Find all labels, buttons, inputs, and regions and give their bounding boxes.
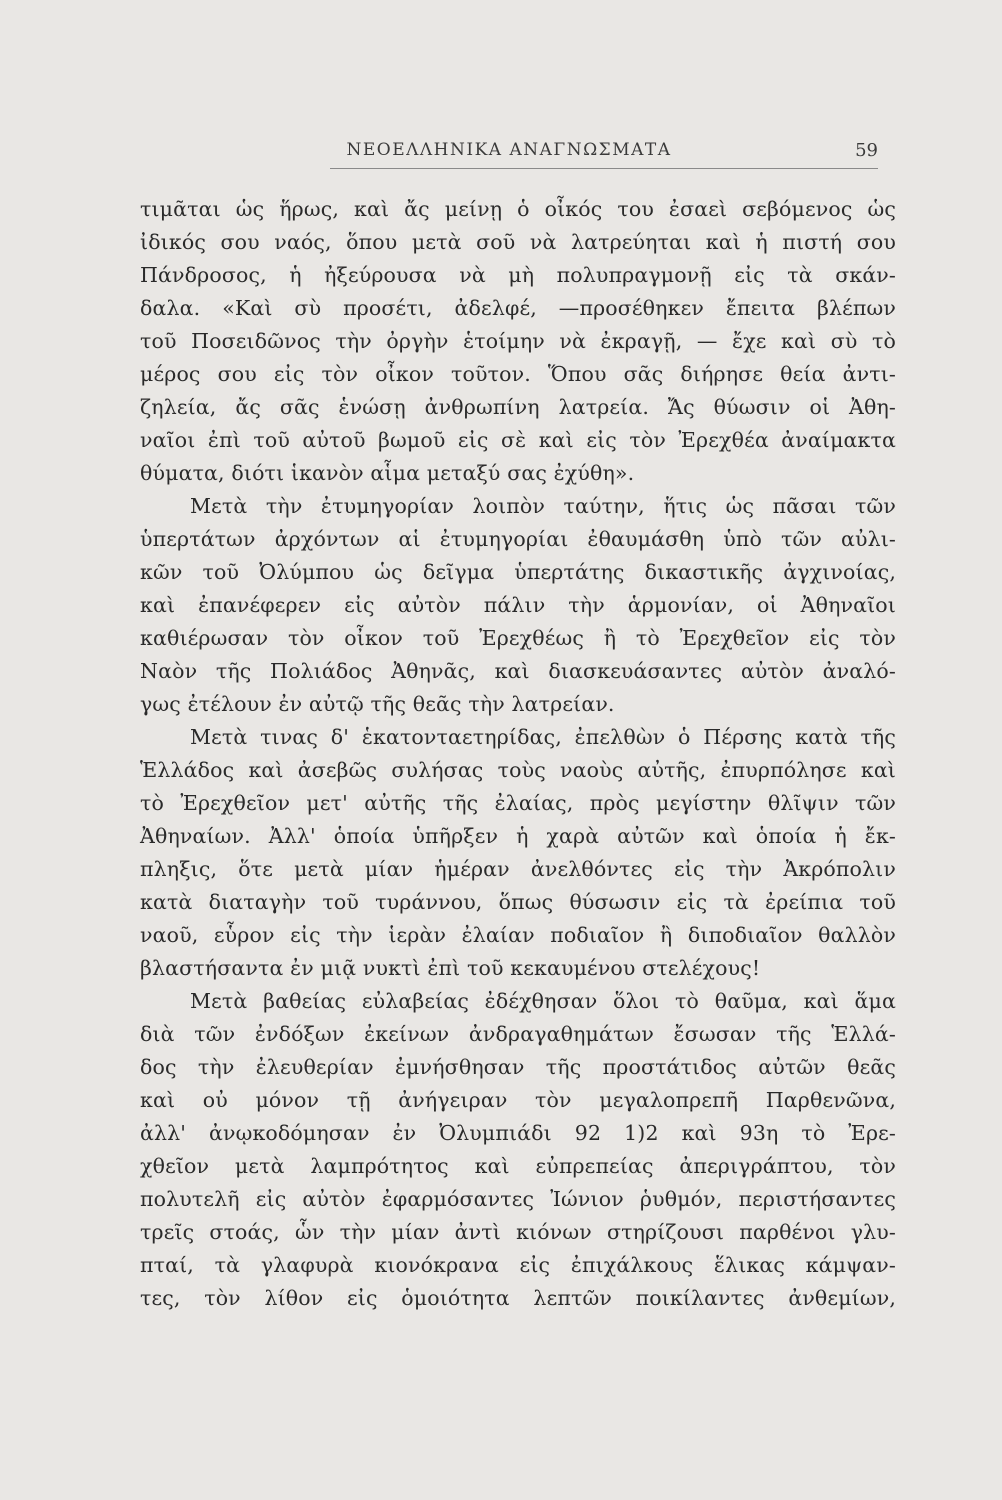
text-line: Πάνδροσος, ἡ ἠξεύρουσα νὰ μὴ πολυπραγμονῇ εἰς τὰ σκάν-	[140, 263, 896, 287]
text-line: τοῦ Ποσειδῶνος τὴν ὀργὴν ἑτοίμην νὰ ἐκραγῇ, — ἔχε καὶ σὺ τὸ	[140, 329, 896, 353]
running-header	[140, 140, 878, 166]
text-line: καὶ ἐπανέφερεν εἰς αὐτὸν πάλιν τὴν ἁρμονίαν, οἱ Ἀθηναῖοι	[140, 593, 896, 617]
text-line: τες, τὸν λίθον εἰς ὁμοιότητα λεπτῶν ποικίλαντες ἀνθεμίων,	[140, 1286, 896, 1310]
text-line: τὸ Ἐρεχθεῖον μετ' αὐτῆς τῆς ἐλαίας, πρὸς μεγίστην θλῖψιν τῶν	[140, 791, 896, 815]
page-number: 59	[855, 140, 878, 161]
header-rule	[330, 168, 878, 169]
text-line: μέρος σου εἰς τὸν οἶκον τοῦτον. Ὅπου σᾶς διήρησε θεία ἀντι-	[140, 362, 896, 386]
text-line: ναοῦ, εὗρον εἰς τὴν ἱερὰν ἐλαίαν ποδιαῖον ἢ διποδιαῖον θαλλὸν	[140, 923, 896, 947]
text-line: πολυτελῆ εἰς αὐτὸν ἐφαρμόσαντες Ἰώνιον ῥυθμόν, περιστήσαντες	[140, 1187, 896, 1211]
body-text	[140, 193, 896, 1315]
text-line: Μετὰ τὴν ἐτυμηγορίαν λοιπὸν ταύτην, ἥτις ὡς πᾶσαι τῶν	[190, 494, 896, 518]
text-line: θύματα, διότι ἱκανὸν αἷμα μεταξύ σας ἐχύθη».	[140, 461, 635, 485]
text-line: ὑπερτάτων ἀρχόντων αἱ ἐτυμηγορίαι ἐθαυμάσθη ὑπὸ τῶν αὐλι-	[140, 527, 896, 551]
text-line: Ἀθηναίων. Ἀλλ' ὁποία ὑπῆρξεν ἡ χαρὰ αὐτῶν καὶ ὁποία ἡ ἔκ-	[140, 824, 896, 848]
text-line: τρεῖς στοάς, ὧν τὴν μίαν ἀντὶ κιόνων στηρίζουσι παρθένοι γλυ-	[140, 1220, 896, 1244]
text-line: ζηλεία, ἄς σᾶς ἑνώσῃ ἀνθρωπίνη λατρεία. Ἄς θύωσιν οἱ Ἀθη-	[140, 395, 896, 419]
text-line: ναῖοι ἐπὶ τοῦ αὐτοῦ βωμοῦ εἰς σὲ καὶ εἰς τὸν Ἐρεχθέα ἀναίμακτα	[140, 428, 896, 452]
text-line: χθεῖον μετὰ λαμπρότητος καὶ εὐπρεπείας ἀπεριγράπτου, τὸν	[140, 1154, 896, 1178]
text-line: ἀλλ' ἀνῳκοδόμησαν ἐν Ὀλυμπιάδι 92 1)2 καὶ 93η τὸ Ἐρε-	[140, 1121, 896, 1145]
text-line: δαλα. «Καὶ σὺ προσέτι, ἀδελφέ, —προσέθηκεν ἔπειτα βλέπων	[140, 296, 896, 320]
text-line: Ἑλλάδος καὶ ἀσεβῶς συλήσας τοὺς ναοὺς αὐτῆς, ἐπυρπόλησε καὶ	[140, 758, 896, 782]
text-line: Μετὰ τινας δ' ἑκατονταετηρίδας, ἐπελθὼν ὁ Πέρσης κατὰ τῆς	[190, 725, 896, 749]
text-line: καθιέρωσαν τὸν οἶκον τοῦ Ἐρεχθέως ἢ τὸ Ἐρεχθεῖον εἰς τὸν	[140, 626, 896, 650]
text-line: Ναὸν τῆς Πολιάδος Ἀθηνᾶς, καὶ διασκευάσαντες αὐτὸν ἀναλό-	[140, 659, 896, 683]
text-line: Μετὰ βαθείας εὐλαβείας ἐδέχθησαν ὅλοι τὸ θαῦμα, καὶ ἅμα	[190, 989, 896, 1013]
text-line: βλαστήσαντα ἐν μιᾷ νυκτὶ ἐπὶ τοῦ κεκαυμένου στελέχους!	[140, 956, 761, 980]
text-line: δος τὴν ἐλευθερίαν ἐμνήσθησαν τῆς προστάτιδος αὐτῶν θεᾶς	[140, 1055, 896, 1079]
text-line: πταί, τὰ γλαφυρὰ κιονόκρανα εἰς ἐπιχάλκους ἕλικας κάμψαν-	[140, 1253, 896, 1277]
text-line: καὶ οὐ μόνον τῇ ἀνήγειραν τὸν μεγαλοπρεπῆ Παρθενῶνα,	[140, 1088, 896, 1112]
text-line: ἰδικός σου ναός, ὅπου μετὰ σοῦ νὰ λατρεύηται καὶ ἡ πιστή σου	[140, 230, 896, 254]
text-line: πληξις, ὅτε μετὰ μίαν ἡμέραν ἀνελθόντες εἰς τὴν Ἀκρόπολιν	[140, 857, 896, 881]
text-line: γως ἐτέλουν ἐν αὐτῷ τῆς θεᾶς τὴν λατρείαν.	[140, 692, 615, 716]
text-line: διὰ τῶν ἐνδόξων ἐκείνων ἀνδραγαθημάτων ἔσωσαν τῆς Ἑλλά-	[140, 1022, 896, 1046]
running-title: ΝΕΟΕΛΛΗΝΙΚΑ ΑΝΑΓΝΩΣΜΑΤΑ	[346, 140, 672, 160]
text-line: κατὰ διαταγὴν τοῦ τυράννου, ὅπως θύσωσιν εἰς τὰ ἐρείπια τοῦ	[140, 890, 896, 914]
text-line: κῶν τοῦ Ὀλύμπου ὡς δεῖγμα ὑπερτάτης δικαστικῆς ἀγχινοίας,	[140, 560, 896, 584]
text-line: τιμᾶται ὡς ἥρως, καὶ ἄς μείνῃ ὁ οἶκός του ἐσαεὶ σεβόμενος ὡς	[140, 197, 896, 221]
